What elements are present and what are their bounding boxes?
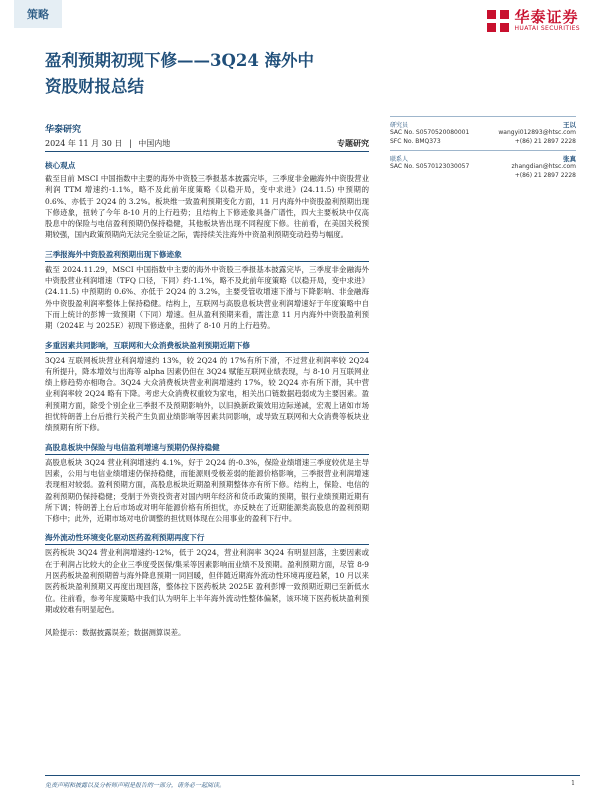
risk-warning: 风险提示：数据披露误差；数据测算误差。	[45, 628, 186, 638]
section-heading: 高股息板块中保险与电信盈利增速与预期仍保持稳健	[45, 442, 369, 455]
section-paragraph: 3Q24 互联网板块营业利润增速约 13%，较 2Q24 的 17%有所下滑，不过营业利润率较 2Q24 有所提升，降本增效与出海等 alpha 因素仍但在 3Q24 赋能互联网业绩表现，与 8-10 月互联网业绩上修趋势亦相吻合。3Q24 大众消费板块营业利润增速约 17%，较 2Q24 亦有所下滑，其中营业利润率较 2Q24 略有下降。考虑大众消费权重较为家电，相关出口链数据趋弱成为主要因素。盈利预期方面，除受个别企业三季报不及预期影响外，以旧换新政策效用边际递减，宏观上诸如市场担忧特朗普上台后推行关税产生负面业绩影响等因素共同影响，或导致互联网和大众消费等板块业绩预期有所下修。	[45, 355, 369, 433]
analyst-role: 研究员	[390, 121, 409, 129]
logo-name-en: HUATAI SECURITIES	[514, 25, 580, 32]
analyst-card	[390, 116, 576, 150]
dateline	[45, 136, 369, 152]
huatai-logo	[487, 9, 580, 32]
analyst-card	[390, 150, 576, 184]
research-team: 华泰研究	[45, 125, 82, 135]
section-paragraph: 截至 2024.11.29，MSCI 中国指数中主要的海外中资股三季报基本披露完毕，三季度非金融海外中资股营业利润增速（TFQ 口径，下同）约-1.1%，略不及此前年度策略《以稳开局，变中求进》(24.11.5) 中预期的 0.6%、亦低于 2Q24 的 3.2%，主要受管收增速下滑与下降影响、非金融海外中资股盈利润率整体上保持稳健。结构上，互联网与高股息板块营业利润增速好于年度策略中自下而上统计的彭博一致预期（下同）增速。但从盈利预期来看，需注意 11 月内海外中资股盈利预期（2024E 与 2025E）初现下修迹象，扭转了 8-10 月的上行趋势。	[45, 264, 369, 331]
footer-divider	[45, 775, 580, 776]
section-paragraph: 截至目前 MSCI 中国指数中主要的海外中资股三季报基本披露完毕，三季度非金融海外中资股营业利润 TTM 增速约-1.1%，略不及此前年度策略《以稳开局，变中求进》(24.11.5) 中预期的 0.6%、亦低于 2Q24 的 3.2%。板块维一致盈利预期变化方面，11 月内海外中资股盈利预期出现下修迹象，扭转了今年 8-10 月的上行趋势；且结构上下修迹象具备广谱性，四大主要板块中仅高股息中的保险与电信盈利预期仍保持稳健，其他板块皆出现不同程度下修。往前看，在美国关税预期较强，国内政策预期尚无法完全验证之际，需持续关注海外中资盈利预期变动趋势与幅度。	[45, 174, 369, 240]
section-paragraph: 高股息板块 3Q24 营业利润增速约 4.1%，好于 2Q24 的-0.3%，保险业绩增速三季度较优是主导因素，公用与电信业绩增速仍保持稳健，而能源则受极差弱的能源价格影响，三季报营业利润增速表现相对较弱。盈利预期方面，高股息板块近期盈利预期整体亦有所下修。结构上，保险、电信的盈利预期仍保持稳健；受制于外资投资者对国内明年经济和货币政策的预期，银行业绩预期近期有所下调；特朗普上台后市场或对明年能源价格有所担忧，亦反映在了近期能源类高股息的盈利预期下修中；此外，近期市场对电价调整的担忧则体现在公用事业的盈利下行中。	[45, 457, 369, 524]
footer-disclaimer: 免责声明和披露以及分析师声明是报告的一部分，请务必一起阅读。	[45, 782, 226, 789]
section-heading: 多重因素共同影响，互联网和大众消费板块盈利预期近期下修	[45, 340, 369, 353]
huatai-logo-icon	[487, 10, 509, 32]
section-heading: 海外流动性环境变化驱动医药盈利预期再度下行	[45, 532, 369, 545]
section-heading: 核心观点	[45, 161, 76, 170]
analyst-sac: SAC No. S0570520080001	[390, 129, 470, 137]
analyst-email[interactable]: zhangdian@htsc.com	[511, 163, 576, 171]
analyst-name: 张真	[563, 154, 576, 163]
report-type: 专题研究	[337, 138, 369, 148]
report-title-line-2: 资股财报总结	[45, 77, 144, 96]
analyst-phone: +(86) 21 2897 2228	[514, 137, 576, 145]
section-heading: 三季报海外中资股盈利预期出现下修迹象	[45, 249, 369, 262]
report-title	[45, 48, 385, 100]
separator: |	[128, 139, 132, 148]
analyst-role: 联系人	[390, 155, 409, 163]
section-paragraph: 医药板块 3Q24 营业利润增速约-12%，低于 2Q24，营业利润率 3Q24 有明显回落，主要因素或在于利润占比较大的企业三季度受医保/集采等因素影响而业绩不及预期。盈利预期方面，尽管 8-9 月医药板块盈利预期曾与海外降息预期一同回暖，但伴随近期海外流动性环境再度趋紧，10 月以来医药板块盈利预期又再度出现回落，整体拉下医药板块 2025E 盈利彭博一致预期近期已至新低水位。往前看，参考年度策略中我们认为明年上半年海外流动性整体偏紧，该环境下医药板块盈利预期或较难有明显起色。	[45, 548, 369, 614]
analyst-phone: +(86) 21 2897 2228	[514, 171, 576, 179]
report-category-tag: 策略	[14, 0, 62, 28]
analyst-name: 王以	[563, 120, 576, 129]
report-date: 2024 年 11 月 30 日	[45, 139, 123, 148]
page-number: 1	[571, 780, 575, 787]
report-region: 中国内地	[138, 139, 171, 148]
logo-name-cn: 华泰证券	[514, 8, 579, 26]
analyst-email[interactable]: wangyi012893@htsc.com	[498, 129, 576, 137]
page-footer	[45, 780, 575, 789]
analyst-sfc: SFC No. BMQ373	[390, 137, 441, 145]
report-title-line-1: 盈利预期初现下修——3Q24 海外中	[45, 51, 315, 70]
analyst-sac: SAC No. S0570123030057	[390, 163, 470, 171]
analyst-sidebar	[390, 116, 576, 184]
report-body	[45, 160, 369, 638]
